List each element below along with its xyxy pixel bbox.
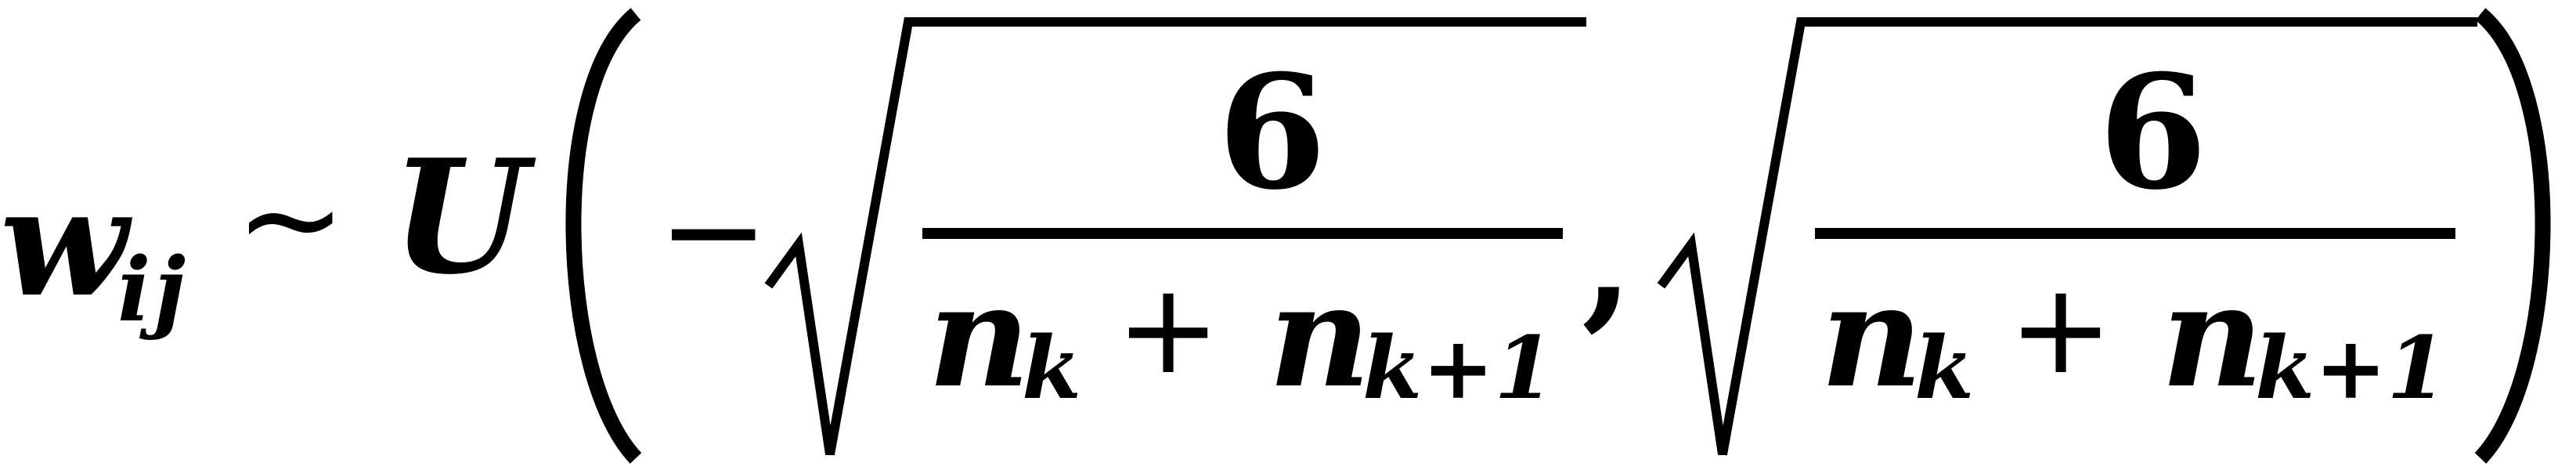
weight-subscript: ij [117, 239, 189, 342]
weight-symbol: w [0, 155, 128, 330]
denominator-2-term-2: n [2161, 254, 2264, 419]
denominator-1-term-1: n [928, 254, 1030, 419]
denominator-2-term-1-subscript: k [1914, 317, 1975, 418]
fraction-bar-2 [1815, 228, 2455, 239]
denominator-2-plus: + [2008, 255, 2114, 402]
fraction-numerator-1: 6 [1218, 41, 1327, 225]
interval-separator: , [1582, 171, 1634, 345]
denominator-2-term-1: n [1820, 254, 1923, 419]
negative-sign: − [658, 154, 770, 309]
denominator-1-plus: + [1116, 255, 1221, 402]
left-parenthesis [573, 14, 636, 458]
denominator-1-term-2-subscript: k+1 [1362, 317, 1554, 418]
right-parenthesis [2480, 14, 2543, 458]
distributed-as-symbol: ∼ [235, 142, 347, 297]
fraction-numerator-2: 6 [2098, 41, 2208, 225]
denominator-1-term-2: n [1268, 254, 1371, 419]
denominator-2-term-2-subscript: k+1 [2255, 317, 2447, 418]
fraction-bar-1 [922, 228, 1563, 239]
uniform-distribution-symbol: U [391, 125, 529, 309]
denominator-1-term-1-subscript: k [1022, 317, 1082, 418]
